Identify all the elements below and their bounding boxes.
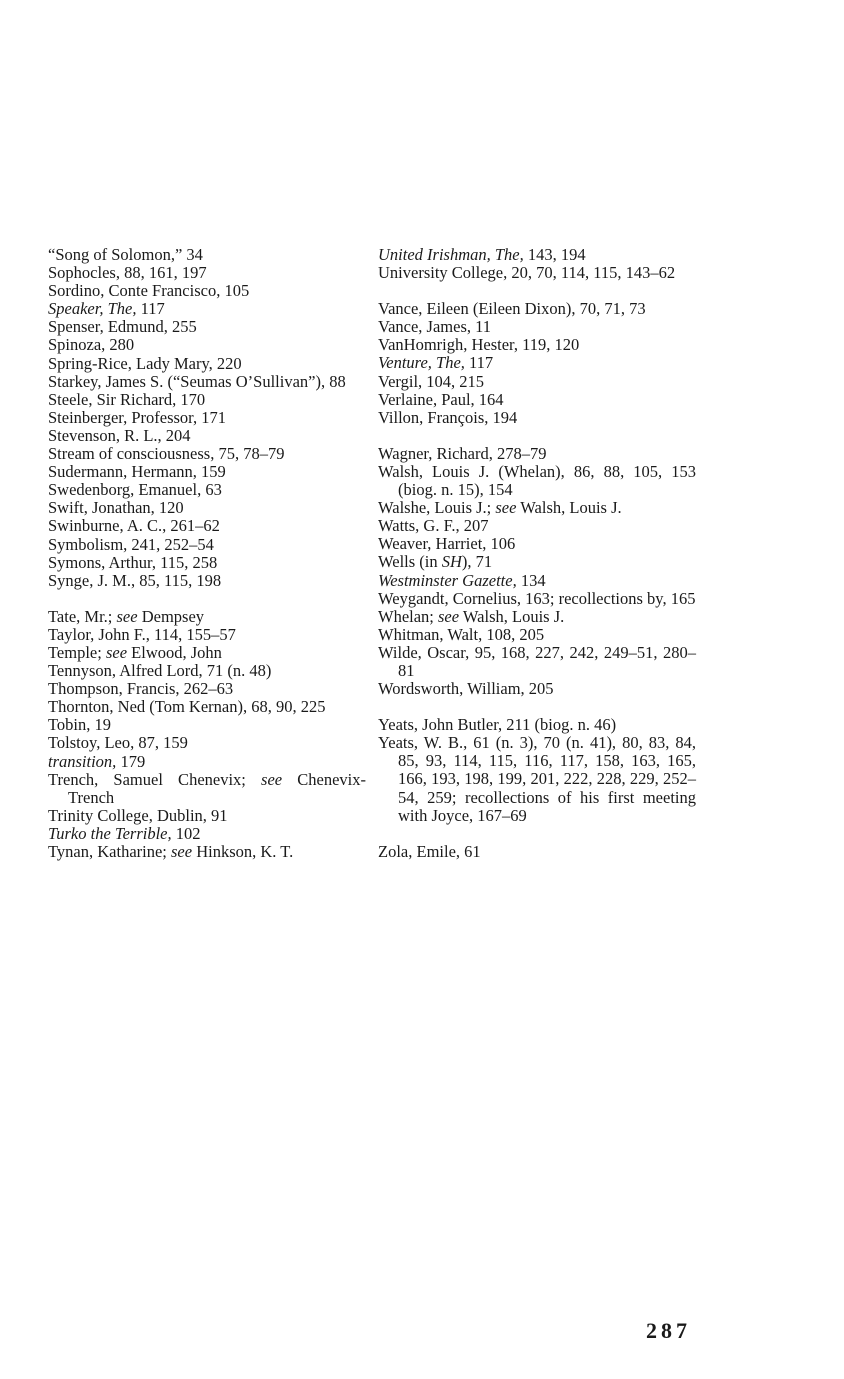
index-entry-text: Swinburne, A. C., 261–62 (48, 516, 220, 536)
index-entry-italic-text: Turko the Terrible, (48, 823, 172, 843)
index-entry (378, 354, 696, 372)
index-entry-text: Tate, Mr.; (48, 606, 117, 626)
index-entry-text: Watts, G. F., 207 (378, 516, 489, 536)
index-entry-text: Yeats, John Butler, 211 (biog. n. 46) (378, 715, 617, 735)
index-letter-group (378, 246, 696, 282)
index-entry-italic-text: see (105, 642, 128, 662)
index-entry (378, 734, 696, 824)
index-entry-text: Walsh, Louis J. (459, 606, 565, 626)
index-entry-text: Symbolism, 241, 252–54 (48, 534, 214, 554)
index-entry-text: Thompson, Francis, 262–63 (48, 679, 234, 699)
letter-group-gap (378, 282, 696, 300)
index-entry (378, 608, 696, 626)
index-entry (48, 608, 366, 626)
index-entry (48, 644, 366, 662)
index-entry (48, 300, 366, 318)
index-entry-text: Stevenson, R. L., 204 (48, 425, 191, 445)
index-entry-text: 117 (464, 353, 494, 373)
index-entry-text: Verlaine, Paul, 164 (378, 389, 504, 409)
index-entry-text: Weaver, Harriet, 106 (378, 534, 516, 554)
index-entry-italic-text: see (171, 842, 193, 861)
index-entry (378, 373, 696, 391)
index-entry (48, 734, 366, 752)
index-entry-text: Zola, Emile, 61 (378, 841, 481, 861)
index-letter-group (48, 608, 366, 861)
index-entry (378, 716, 696, 734)
index-entry (48, 481, 366, 499)
index-entry (48, 373, 366, 391)
index-entry-text: Taylor, John F., 114, 155–57 (48, 624, 236, 644)
index-letter-group (48, 246, 366, 590)
index-entry (378, 391, 696, 409)
index-entry-text: Elwood, John (127, 642, 222, 662)
index-entry (48, 626, 366, 644)
index-entry-italic-text: transition, (48, 751, 117, 771)
index-entry (378, 626, 696, 644)
index-entry-text: University College, 20, 70, 114, 115, 143–62 (378, 263, 676, 283)
index-entry (48, 336, 366, 354)
index-entry (378, 336, 696, 354)
index-entry (378, 572, 696, 590)
index-entry (48, 662, 366, 680)
index-entry (48, 318, 366, 336)
index-entry (48, 825, 366, 843)
index-entry (378, 535, 696, 553)
index-letter-group (378, 445, 696, 698)
index-entry-text: Steele, Sir Richard, 170 (48, 389, 206, 409)
index-entry-italic-text: United Irishman, The, (378, 245, 524, 264)
index-entry (378, 409, 696, 427)
index-entry-text: “Song of Solomon,” 34 (48, 245, 203, 264)
index-entry-text: 102 (171, 823, 201, 843)
index-entry (378, 680, 696, 698)
page-number: 287 (646, 1318, 691, 1343)
index-entry-italic-text: see (438, 606, 460, 626)
index-entry-text: Temple; (48, 642, 106, 662)
index-entry-text: Walsh, Louis J. (516, 498, 622, 518)
index-entry (48, 264, 366, 282)
index-entry (378, 445, 696, 463)
index-entry (48, 427, 366, 445)
index-entry (48, 499, 366, 517)
index-entry-text: Trench, Samuel Chenevix; (48, 769, 262, 789)
index-entry (48, 554, 366, 572)
letter-group-gap (48, 590, 366, 608)
index-entry-text: Wells (in (378, 552, 442, 572)
index-entry-text: Whelan; (378, 606, 439, 626)
index-entry (48, 716, 366, 734)
index-entry (48, 680, 366, 698)
index-entry (378, 843, 696, 861)
index-entry-text: Chenevix-Trench (68, 769, 367, 807)
index-entry-italic-text: see (495, 498, 517, 518)
index-entry-text: Tennyson, Alfred Lord, 71 (n. 48) (48, 661, 272, 681)
index-entry-text: Wordsworth, William, 205 (378, 679, 554, 699)
index-entry-text: Dempsey (137, 606, 205, 626)
index-entry-text: Spenser, Edmund, 255 (48, 317, 197, 337)
index-entry (378, 499, 696, 517)
letter-group-gap (378, 427, 696, 445)
index-entry-text: Wagner, Richard, 278–79 (378, 443, 547, 463)
index-entry-italic-text: see (116, 606, 138, 626)
index-entry-text: Yeats, W. B., 61 (n. 3), 70 (n. 41), 80, 83, 84, 85, 93, 114, 115, 116, 117, 158, 163, 165, 166, 193, 198, 199, 201, 222, 228, 229, 252–54, 259; recollections of his first meeting with Joyce, 167–69 (378, 733, 696, 825)
index-entry (48, 698, 366, 716)
index-entry-text: Vance, James, 11 (378, 317, 492, 337)
index-entry (48, 246, 366, 264)
index-letter-group (378, 300, 696, 427)
index-entry-text: VanHomrigh, Hester, 119, 120 (378, 335, 580, 355)
index-entry-text: Sordino, Conte Francisco, 105 (48, 281, 250, 301)
index-entry-italic-text: see (261, 769, 283, 789)
index-entry-text: 117 (136, 299, 165, 319)
index-entry-text: Spinoza, 280 (48, 335, 135, 355)
index-entry-text: Walshe, Louis J.; (378, 498, 496, 518)
index-entry (378, 463, 696, 499)
index-letter-group (378, 843, 696, 861)
index-entry-text: 179 (116, 751, 146, 771)
letter-group-gap (378, 825, 696, 843)
index-entry (378, 300, 696, 318)
index-entry (378, 644, 696, 680)
index-entry-text: Symons, Arthur, 115, 258 (48, 552, 218, 572)
index-entry (48, 807, 366, 825)
index-entry (48, 282, 366, 300)
index-entry (378, 246, 696, 264)
index-entry (48, 536, 366, 554)
index-entry-text: Stream of consciousness, 75, 78–79 (48, 444, 285, 464)
index-entry (378, 553, 696, 571)
index-entry-text: Hinkson, K. T. (192, 842, 294, 861)
index-entry (378, 590, 696, 608)
index-entry-text: Sophocles, 88, 161, 197 (48, 263, 207, 283)
index-entry-text: ), 71 (461, 552, 493, 572)
index-entry (48, 355, 366, 373)
index-entry-text: 143, 194 (523, 245, 586, 264)
index-entry-text: Swedenborg, Emanuel, 63 (48, 480, 222, 500)
index-entry (48, 753, 366, 771)
letter-group-gap (378, 698, 696, 716)
index-entry-italic-text: SH (441, 552, 462, 572)
index-column-left (48, 246, 366, 861)
index-entry-text: Whitman, Walt, 108, 205 (378, 624, 545, 644)
index-column-right (378, 246, 696, 861)
index-entry-text: Tobin, 19 (48, 715, 112, 735)
index-entry-italic-text: Westminster Gazette, (378, 570, 517, 590)
index-entry (48, 409, 366, 427)
index-entry-text: Tynan, Katharine; (48, 842, 172, 861)
index-entry-text: Trinity College, Dublin, 91 (48, 805, 228, 825)
index-entry (48, 463, 366, 481)
index-entry-text: Swift, Jonathan, 120 (48, 498, 184, 518)
index-entry-text: Vergil, 104, 215 (378, 371, 485, 391)
index-entry-text: Walsh, Louis J. (Whelan), 86, 88, 105, 153 (biog. n. 15), 154 (378, 461, 696, 500)
index-entry (378, 264, 696, 282)
index-entry-text: 134 (516, 570, 546, 590)
index-entry (48, 843, 366, 861)
index-entry-text: Tolstoy, Leo, 87, 159 (48, 733, 188, 753)
index-entry-text: Sudermann, Hermann, 159 (48, 462, 226, 482)
index-entry (48, 771, 366, 807)
index-entry-text: Vance, Eileen (Eileen Dixon), 70, 71, 73 (378, 299, 646, 319)
index-entry-text: Wilde, Oscar, 95, 168, 227, 242, 249–51, 280–81 (378, 642, 696, 680)
index-entry-text: Steinberger, Professor, 171 (48, 407, 227, 427)
index-entry-text: Weygandt, Cornelius, 163; recollections by, 165 (378, 588, 696, 608)
index-entry (48, 445, 366, 463)
index-entry-text: Villon, François, 194 (378, 407, 518, 427)
index-entry-text: Starkey, James S. (“Seumas O’Sullivan”), 88 (48, 371, 346, 391)
index-entry-text: Thornton, Ned (Tom Kernan), 68, 90, 225 (48, 697, 326, 717)
index-entry-italic-text: Speaker, The, (48, 299, 137, 319)
index-entry (48, 517, 366, 535)
index-letter-group (378, 716, 696, 825)
index-entry (378, 318, 696, 336)
index-entry (378, 517, 696, 535)
index-entry-text: Synge, J. M., 85, 115, 198 (48, 570, 222, 590)
index-entry (48, 572, 366, 590)
index-entry (48, 391, 366, 409)
index-entry-italic-text: Venture, The, (378, 353, 465, 373)
index-entry-text: Spring-Rice, Lady Mary, 220 (48, 353, 242, 373)
